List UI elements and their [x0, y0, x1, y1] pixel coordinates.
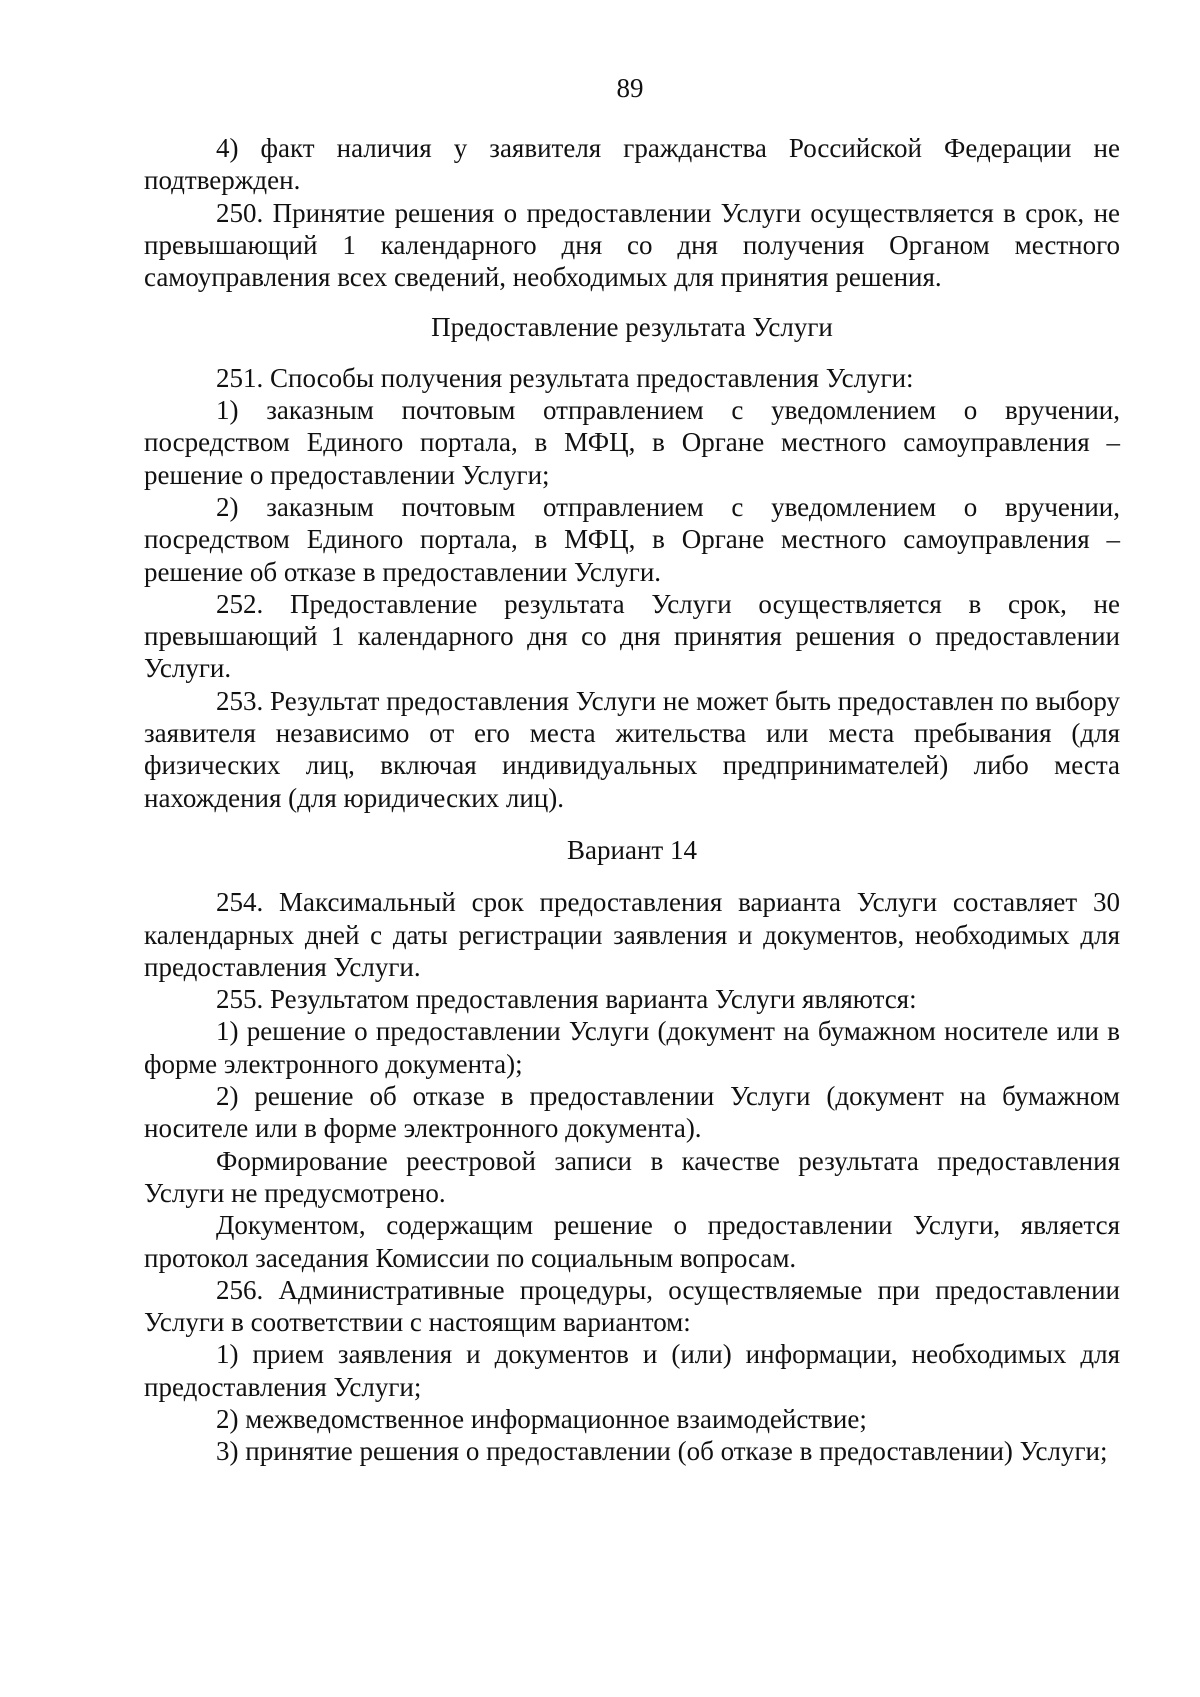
- paragraph-item-4: 4) факт наличия у заявителя гражданства Российской Федерации не подтвержден.: [144, 133, 1120, 196]
- paragraph-255: 255. Результатом предоставления варианта Услуги являются:: [216, 984, 917, 1015]
- paragraph-256-item-3: 3) принятие решения о предоставлении (об отказе в предоставлении) Услуги;: [216, 1436, 1108, 1467]
- paragraph-251: 251. Способы получения результата предоставления Услуги:: [216, 362, 914, 393]
- paragraph-protocol-note: Документом, содержащим решение о предоставлении Услуги, является протокол заседания Комиссии по социальным вопросам.: [144, 1210, 1120, 1273]
- paragraph-256-item-2: 2) межведомственное информационное взаимодействие;: [216, 1403, 867, 1434]
- paragraph-250: 250. Принятие решения о предоставлении Услуги осуществляется в срок, не превышающий 1 календарного дня со дня получения Органом местного самоуправления всех сведений, необходимых для принятия решения.: [144, 197, 1120, 293]
- paragraph-256-item-1: 1) прием заявления и документов и (или) информации, необходимых для предоставления Услуги;: [144, 1339, 1120, 1402]
- paragraph-251-item-2: 2) заказным почтовым отправлением с уведомлением о вручении, посредством Единого портала, в МФЦ, в Органе местного самоуправления – решение об отказе в предоставлении Услуги.: [144, 491, 1120, 587]
- paragraph-254: 254. Максимальный срок предоставления варианта Услуги составляет 30 календарных дней с даты регистрации заявления и документов, необходимых для предоставления Услуги.: [144, 887, 1120, 982]
- paragraph-255-item-2: 2) решение об отказе в предоставлении Услуги (документ на бумажном носителе или в форме электронного документа).: [144, 1081, 1120, 1144]
- page-number: 89: [616, 73, 644, 103]
- section-heading-result: Предоставление результата Услуги: [431, 312, 833, 343]
- paragraph-256: 256. Административные процедуры, осуществляемые при предоставлении Услуги в соответствии с настоящим вариантом:: [144, 1274, 1120, 1338]
- paragraph-registry-note: Формирование реестровой записи в качестве результата предоставления Услуги не предусмотрено.: [144, 1145, 1120, 1208]
- paragraph-253: 253. Результат предоставления Услуги не может быть предоставлен по выбору заявителя независимо от его места жительства или места пребывания (для физических лиц, включая индивидуальных предпринимателей) либо места нахождения (для юридических лиц).: [144, 685, 1120, 813]
- section-heading-variant: Вариант 14: [567, 834, 697, 865]
- paragraph-255-item-1: 1) решение о предоставлении Услуги (документ на бумажном носителе или в форме электронного документа);: [144, 1016, 1120, 1079]
- paragraph-252: 252. Предоставление результата Услуги осуществляется в срок, не превышающий 1 календарного дня со дня принятия решения о предоставлении Услуги.: [144, 588, 1120, 684]
- document-body: [144, 132, 1120, 1468]
- paragraph-251-item-1: 1) заказным почтовым отправлением с уведомлением о вручении, посредством Единого портала, в МФЦ, в Органе местного самоуправления – решение о предоставлении Услуги;: [144, 395, 1120, 490]
